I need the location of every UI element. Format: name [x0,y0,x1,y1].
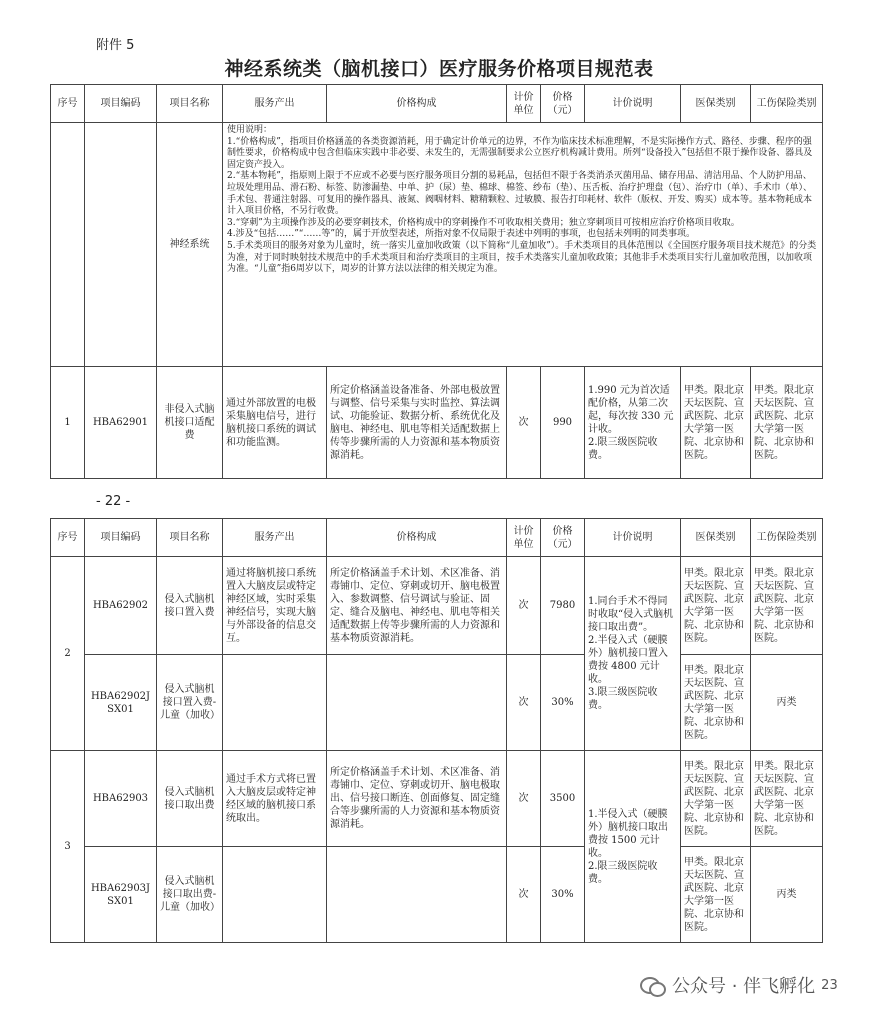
row-name: 非侵入式脑机接口适配费 [157,367,223,479]
header-unit: 计价单位 [507,519,541,557]
note-line: 4.涉及“包括……”“……等”的，属于开放型表述，所指对象不仅局限于表述中列明的事项，也包括未列明的同类事项。 [227,229,695,240]
row-name: 侵入式脑机接口置入费 [157,557,223,655]
row-no: 1 [51,367,85,479]
row-code: HBA62903JSX01 [85,847,157,943]
price-table-page-2 [50,518,823,943]
page-number: - 22 - [96,494,131,509]
row-injury: 甲类。限北京天坛医院、宣武医院、北京大学第一医院、北京协和医院。 [751,557,823,655]
row-medical: 甲类。限北京天坛医院、宣武医院、北京大学第一医院、北京协和医院。 [681,557,751,655]
row-price: 30% [541,655,585,751]
row-medical: 甲类。限北京天坛医院、宣武医院、北京大学第一医院、北京协和医院。 [681,751,751,847]
row-unit: 次 [507,847,541,943]
row-code: HBA62902JSX01 [85,655,157,751]
note-line: 2.“基本物耗”，指原则上限于不应或不必要与医疗服务项目分割的易耗品，包括但不限于各类消杀灭菌用品、储存用品、清洁用品、个人防护用品、垃圾处理用品、滑石粉、标签、防渗漏垫、中单、护（尿）垫、棉球、棉签、纱布（垫）、压舌板、治疗护理盘（包）、治疗巾（单）、手术巾（单）、手术包、普通注射器、可复用的操作器具、液氮、阀咽材料、糖精颗粒、过敏膜、报告打印耗材、软件（版权、开发、购买）成本等。基本物耗成本计入项目价格，不另行收费。 [227,171,813,217]
document-title: 神经系统类（脑机接口）医疗服务价格项目规范表 [224,58,654,80]
row-code: HBA62901 [85,367,157,479]
header-composition: 价格构成 [327,85,507,123]
row-medical: 甲类。限北京天坛医院、宣武医院、北京大学第一医院、北京协和医院。 [681,655,751,751]
header-no: 序号 [51,519,85,557]
table-header-row [51,519,823,557]
header-note: 计价说明 [585,85,681,123]
row-code: HBA62902 [85,557,157,655]
header-output: 服务产出 [223,519,327,557]
header-injury: 工伤保险类别 [751,85,823,123]
header-output: 服务产出 [223,85,327,123]
header-name: 项目名称 [157,85,223,123]
table-row [51,847,823,943]
header-code: 项目编码 [85,519,157,557]
table-row [51,655,823,751]
row-note: 1.半侵入式（硬膜外）脑机接口取出费按 1500 元计收。 2.限三级医院收费。 [585,751,681,943]
row-name: 侵入式脑机接口取出费 [157,751,223,847]
row-output: 通过外部放置的电极采集脑电信号，进行脑机接口系统的调试和功能监测。 [223,367,327,479]
row-name: 侵入式脑机接口取出费-儿童（加收） [157,847,223,943]
header-price: 价格（元） [541,85,585,123]
header-name: 项目名称 [157,519,223,557]
note-line: 使用说明： [227,125,273,135]
row-composition: 所定价格涵盖设备准备、外部电极放置与调整、信号采集与实时监控、算法调试、功能验证、数据分析、系统优化及脑电、神经电、肌电等相关适配数据上传等步骤所需的人力资源和基本物质资源消耗。 [327,367,507,479]
note-line: 5.手术类项目的服务对象为儿童时，统一落实儿童加收政策（以下简称“儿童加收”）。手术类项目的具体范围以《全国医疗服务项目技术规范》的分类为准，对于同时映射技术规范中的手术类项目和治疗类项目的主项目，按手术类落实儿童加收政策；其他非手术类项目实行儿童加收范围，以加收项为准。“儿童”指6周岁以下，周岁的计算方法以法律的相关规定为准。 [227,240,817,275]
row-output: 通过将脑机接口系统置入大脑皮层或特定神经区域，实时采集神经信号，实现大脑与外部设备的信息交互。 [223,557,327,655]
note-line: 1.“价格构成”，指项目价格涵盖的各类资源消耗，用于确定计价单元的边界，不作为临床技术标准理解，不是实际操作方式、路径、步骤、程序的强制性要求，价格构成中包含但临床实践中非必要、未发生的，无需强制要求公立医疗机构减计费用。所列“设备投入”包括但不限于操作设备、器具及固定资产投入。 [227,136,813,170]
row-output: 通过手术方式将已置入大脑皮层或特定神经区域的脑机接口系统取出。 [223,751,327,847]
row-price: 30% [541,847,585,943]
header-medical: 医保类别 [681,85,751,123]
row-price: 7980 [541,557,585,655]
annex-label: 附件 5 [96,38,135,53]
row-injury: 丙类 [751,847,823,943]
price-table-page-1 [50,84,823,479]
wechat-icon [640,975,666,995]
row-injury: 甲类。限北京天坛医院、宣武医院、北京大学第一医院、北京协和医院。 [751,751,823,847]
row-medical: 甲类。限北京天坛医院、宣武医院、北京大学第一医院、北京协和医院。 [681,367,751,479]
row-price: 3500 [541,751,585,847]
row-no: 2 [51,557,85,751]
row-note: 1.990 元为首次适配价格，从第二次起，每次按 330 元计收。 2.限三级医院收费。 [585,367,681,479]
row-injury: 甲类。限北京天坛医院、宣武医院、北京大学第一医院、北京协和医院。 [751,367,823,479]
table-row [51,751,823,847]
category-row [51,123,823,367]
row-note: 1.同台手术不得同时收取“侵入式脑机接口取出费”。 2.半侵入式（硬膜外）脑机接口置入费按 4800 元计收。 3.限三级医院收费。 [585,557,681,751]
row-code: HBA62903 [85,751,157,847]
row-composition: 所定价格涵盖手术计划、术区准备、消毒铺巾、定位、穿刺或切开、脑电极取出、信号接口断连、创面修复、固定缝合等步骤所需的人力资源和基本物质资源消耗。 [327,751,507,847]
row-unit: 次 [507,751,541,847]
row-name: 侵入式脑机接口置入费-儿童（加收） [157,655,223,751]
row-no: 3 [51,751,85,943]
table-row [51,367,823,479]
header-medical: 医保类别 [681,519,751,557]
row-medical: 甲类。限北京天坛医院、宣武医院、北京大学第一医院、北京协和医院。 [681,847,751,943]
category-name: 神经系统 [157,123,223,367]
row-unit: 次 [507,557,541,655]
row-price: 990 [541,367,585,479]
watermark-page: 23 [821,977,838,993]
row-composition: 所定价格涵盖手术计划、术区准备、消毒铺巾、定位、穿刺或切开、脑电极置入、参数调整、信号调试与验证、固定、缝合及脑电、神经电、肌电等相关适配数据上传等步骤所需的人力资源和基本物质资源消耗。 [327,557,507,655]
header-note: 计价说明 [585,519,681,557]
row-unit: 次 [507,367,541,479]
note-line: 3.“穿刺”为主项操作涉及的必要穿刺技术，价格构成中的穿刺操作不可收取相关费用；独立穿刺项目可按相应治疗价格项目收取。 [227,217,740,228]
header-composition: 价格构成 [327,519,507,557]
header-price: 价格（元） [541,519,585,557]
header-no: 序号 [51,85,85,123]
row-unit: 次 [507,655,541,751]
watermark [640,972,838,998]
header-code: 项目编码 [85,85,157,123]
header-unit: 计价单位 [507,85,541,123]
watermark-text: 公众号 · 伴飞孵化 [672,976,816,997]
header-injury: 工伤保险类别 [751,519,823,557]
table-row [51,557,823,655]
table-header-row [51,85,823,123]
usage-notes [223,123,823,367]
row-injury: 丙类 [751,655,823,751]
